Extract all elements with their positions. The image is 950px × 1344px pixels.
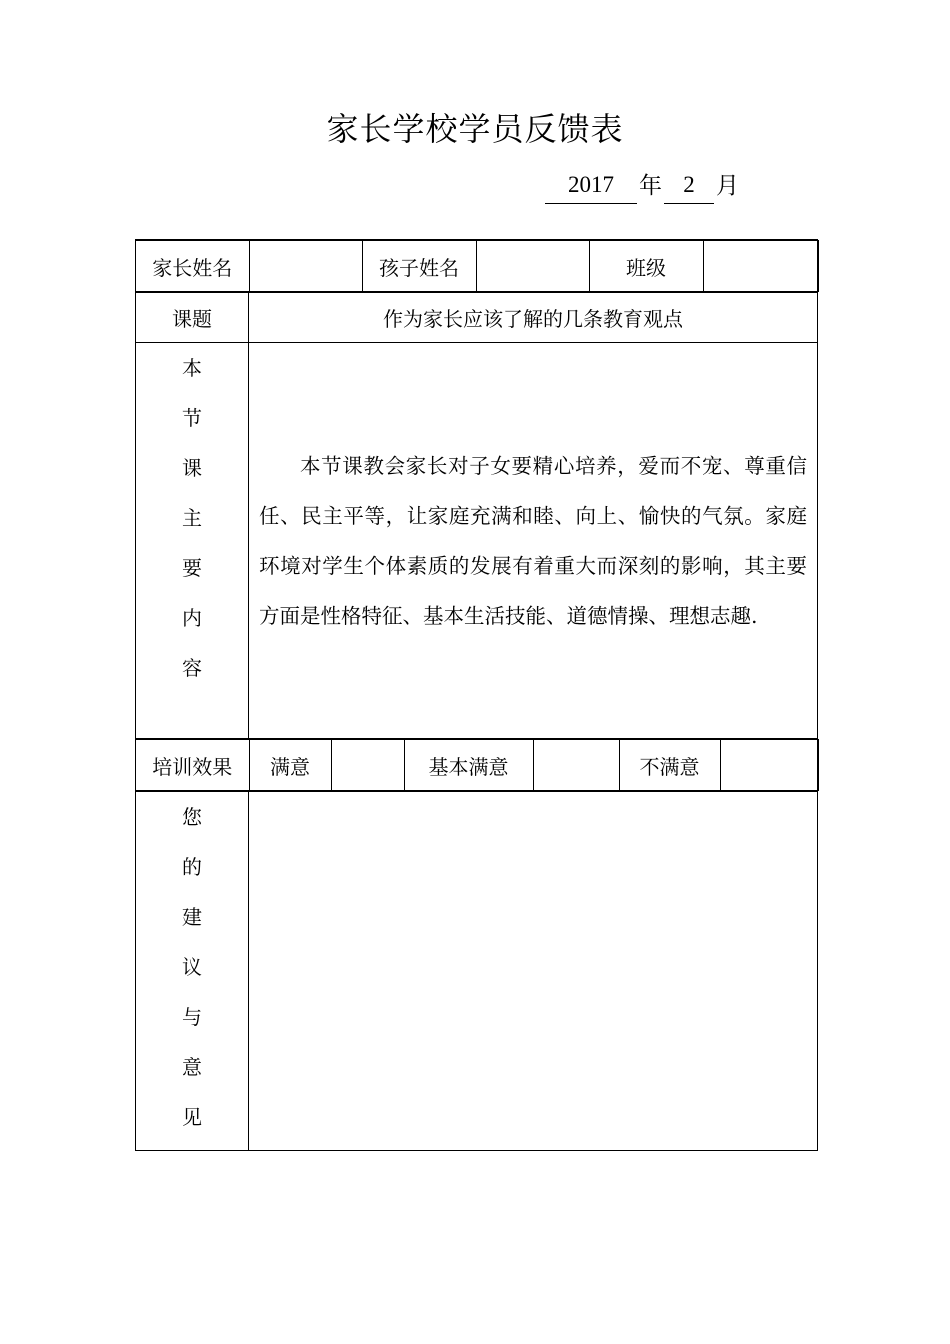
date-line (545, 168, 741, 204)
satisfied-label: 满意 (249, 740, 331, 791)
form-title: 家长学校学员反馈表 (326, 110, 624, 148)
year-field[interactable]: 2017 (545, 171, 637, 204)
content-label-char: 课 (182, 456, 202, 480)
suggestion-label-char: 见 (182, 1105, 202, 1129)
suggestion-label-char: 您 (182, 805, 202, 829)
suggestion-label-char: 的 (182, 855, 202, 879)
suggestion-label (136, 792, 249, 1151)
content-label (136, 343, 249, 739)
year-unit: 年 (639, 173, 662, 199)
effect-row (136, 739, 818, 792)
content-label-char: 主 (182, 506, 202, 530)
basically-satisfied-label: 基本满意 (404, 740, 533, 791)
suggestion-row (136, 792, 818, 1151)
effect-label: 培训效果 (136, 740, 249, 791)
parent-name-label: 家长姓名 (136, 241, 249, 292)
content-label-char: 容 (182, 656, 202, 680)
satisfied-checkbox[interactable] (331, 740, 404, 791)
content-text: 本节课教会家长对子女要精心培养，爱而不宠、尊重信任、民主平等，让家庭充满和睦、向上、愉快的气氛。家庭环境对学生个体素质的发展有着重大而深刻的影响，其主要方面是性格特征、基本生活技能、道德情操、理想志趣. (259, 453, 807, 628)
content-label-char: 节 (182, 406, 202, 430)
content-label-char: 要 (182, 556, 202, 580)
parent-name-field[interactable] (249, 241, 362, 292)
suggestion-field[interactable] (249, 792, 818, 1151)
topic-label: 课题 (136, 293, 249, 343)
topic-value: 作为家长应该了解的几条教育观点 (249, 293, 818, 343)
basically-satisfied-checkbox[interactable] (533, 740, 619, 791)
not-satisfied-checkbox[interactable] (720, 740, 818, 791)
info-row (136, 240, 818, 293)
suggestion-label-char: 意 (182, 1055, 202, 1079)
child-name-field[interactable] (476, 241, 589, 292)
feedback-form-table (135, 239, 818, 1151)
month-unit: 月 (716, 173, 739, 199)
class-label: 班级 (589, 241, 703, 292)
not-satisfied-label: 不满意 (619, 740, 720, 791)
child-name-label: 孩子姓名 (362, 241, 476, 292)
info-row-cells (136, 240, 819, 292)
effect-row-cells (136, 739, 819, 791)
suggestion-label-char: 议 (182, 955, 202, 979)
content-label-char: 本 (182, 356, 202, 380)
suggestion-label-char: 建 (182, 905, 202, 929)
content-cell (249, 343, 818, 739)
topic-row (136, 293, 818, 343)
suggestion-label-char: 与 (182, 1005, 202, 1029)
content-label-char: 内 (182, 606, 202, 630)
class-field[interactable] (703, 241, 818, 292)
content-row (136, 343, 818, 739)
month-field[interactable]: 2 (664, 171, 714, 204)
